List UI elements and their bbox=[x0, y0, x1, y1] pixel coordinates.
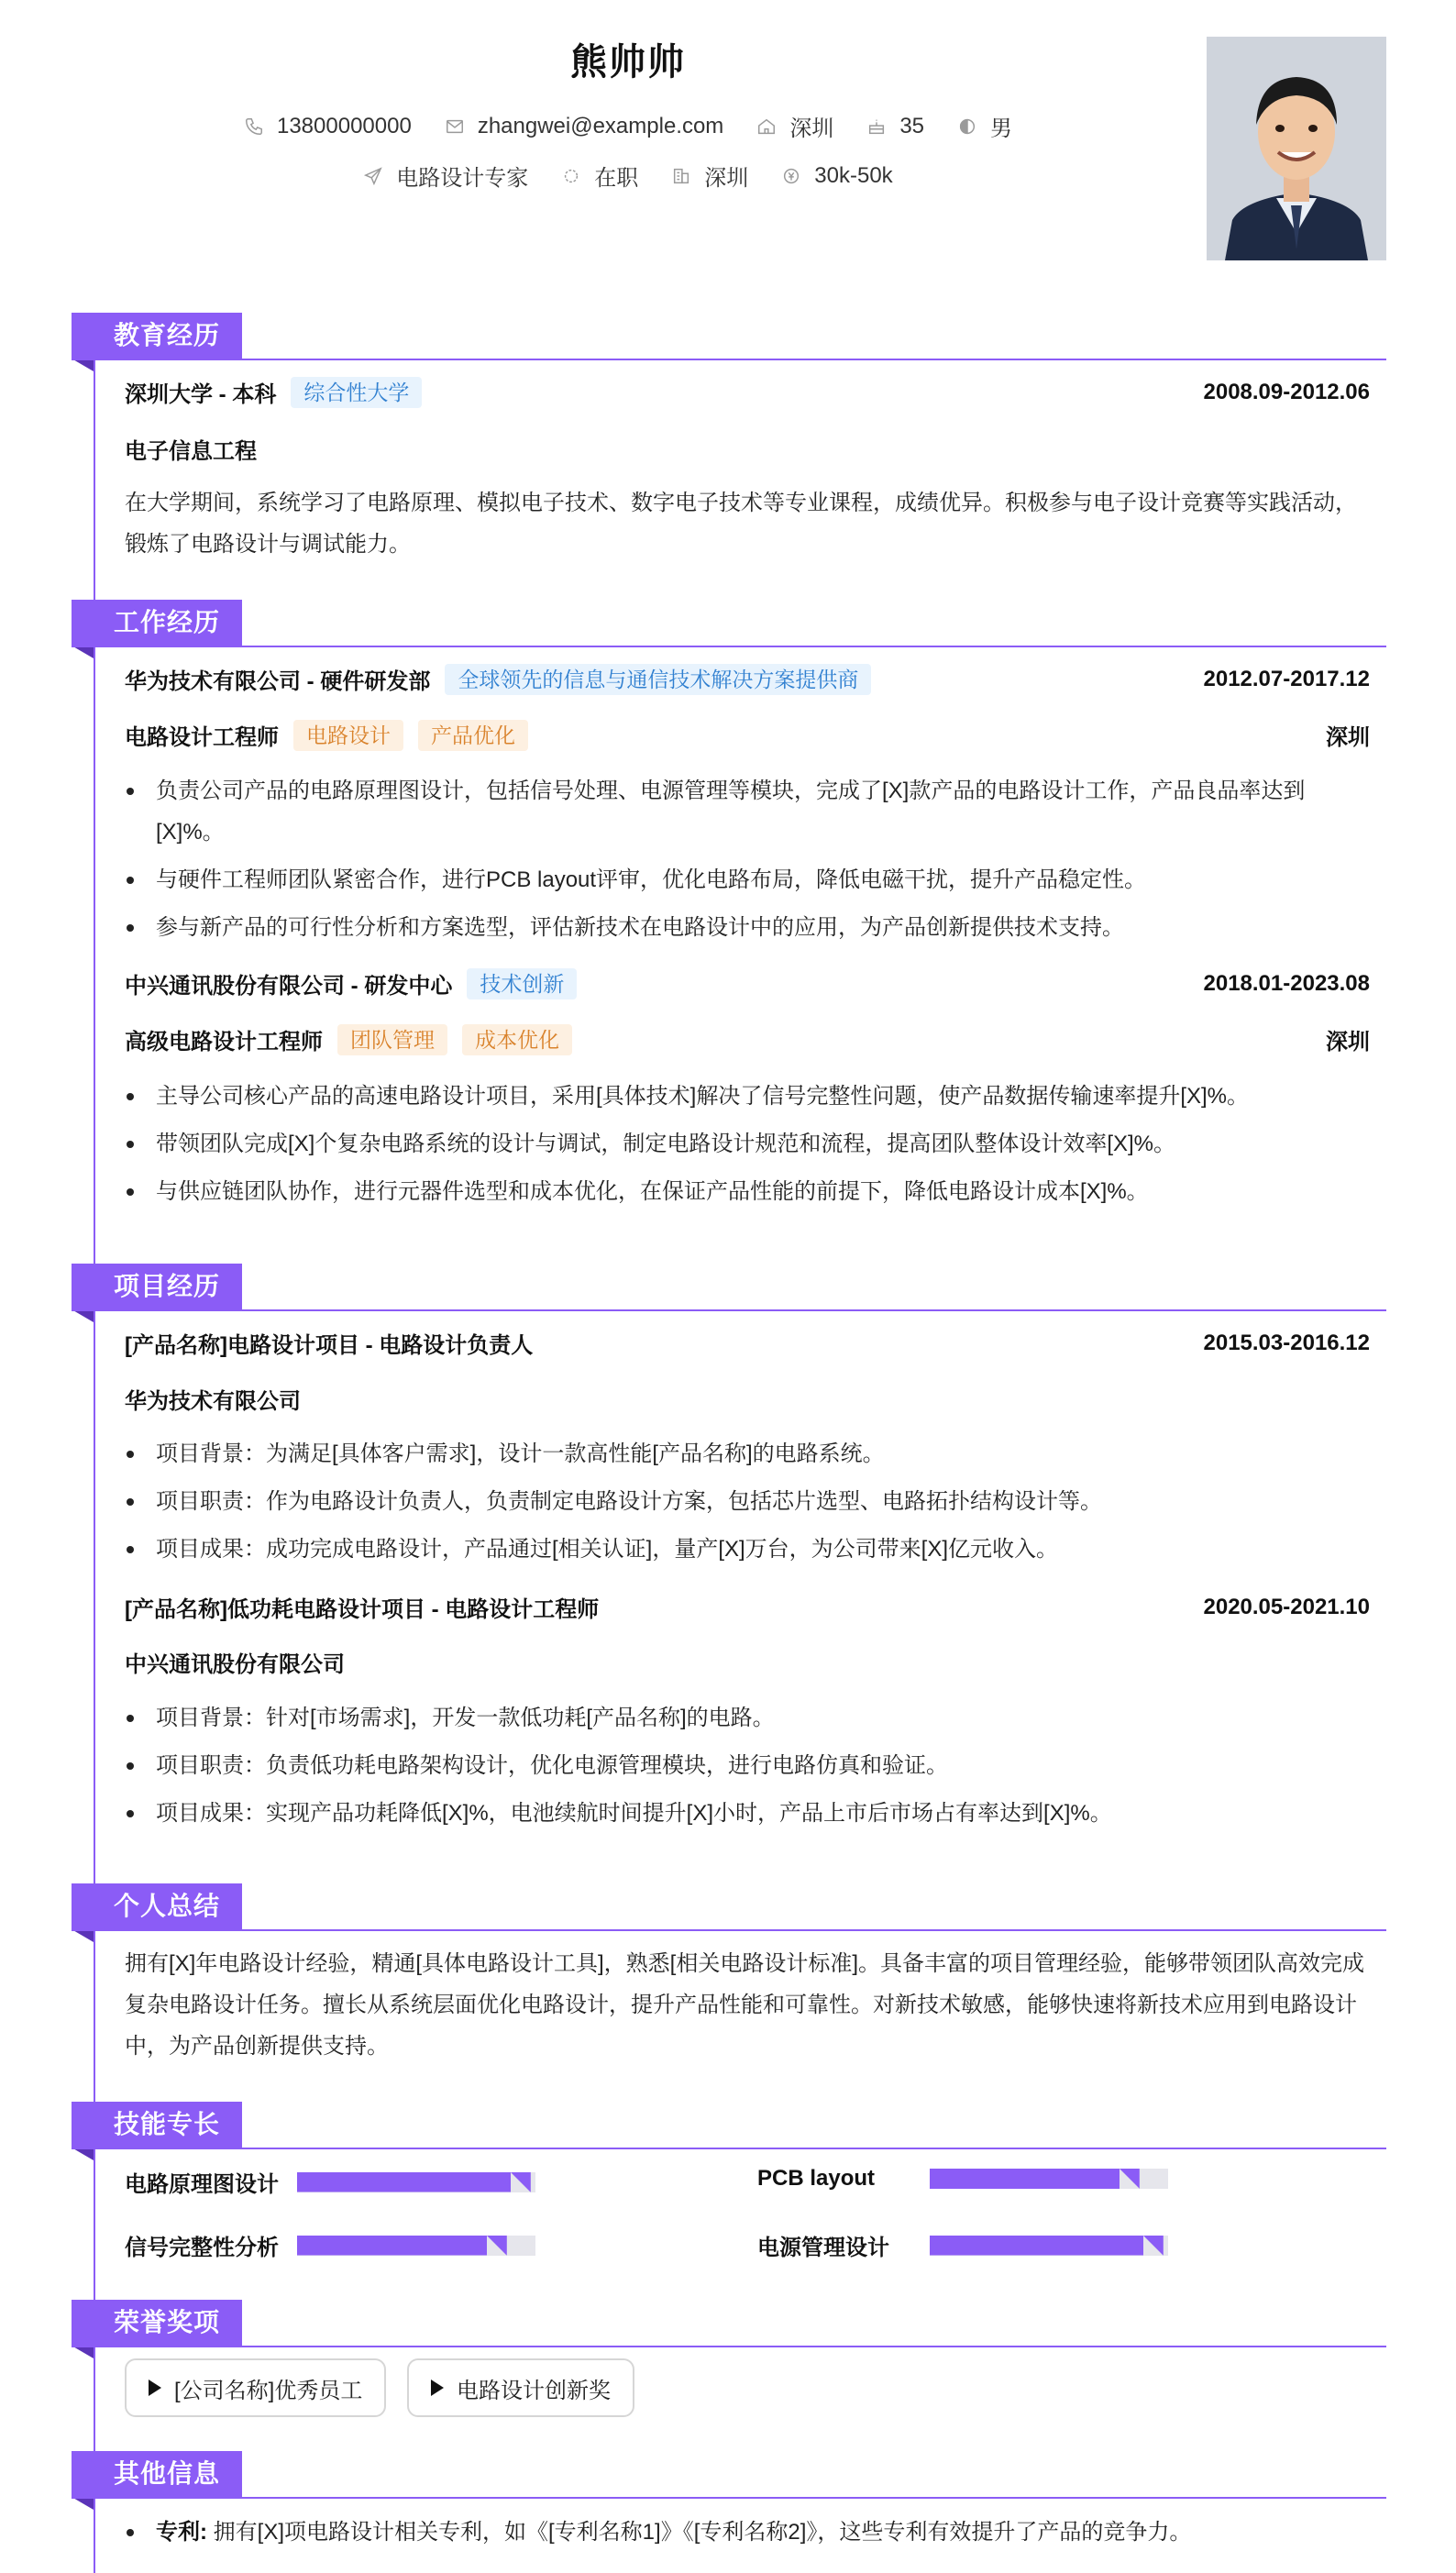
work-company: 华为技术有限公司 - 硬件研发部 bbox=[125, 669, 431, 694]
project-bullet: 项目成果：实现产品功耗降低[X]%，电池续航时间提升[X]小时，产品上市后市场占有率达到[X]%。 bbox=[125, 1793, 1370, 1834]
education-date: 2008.09-2012.06 bbox=[1203, 379, 1370, 404]
email-text: zhangwei@example.com bbox=[477, 113, 724, 138]
section-title-awards: 荣誉奖项 bbox=[72, 2300, 242, 2346]
project-title: [产品名称]低功耗电路设计项目 - 电路设计工程师 bbox=[125, 1597, 600, 1622]
triangle-icon bbox=[149, 2380, 161, 2396]
home-city-text: 深圳 bbox=[789, 116, 834, 141]
skill-bar bbox=[930, 2169, 1168, 2189]
project-title-row bbox=[125, 1591, 1370, 1623]
work-city-text: 深圳 bbox=[704, 166, 749, 191]
work-role-tag: 团队管理 bbox=[337, 1024, 447, 1055]
work-bullet: 与供应链团队协作，进行元器件选型和成本优化，在保证产品性能的前提下，降低电路设计成本[X]%。 bbox=[125, 1171, 1370, 1212]
education-major-row bbox=[125, 433, 1370, 465]
education-header bbox=[125, 376, 1370, 408]
triangle-icon bbox=[431, 2380, 444, 2396]
section-title-other: 其他信息 bbox=[72, 2451, 242, 2497]
other-info-item bbox=[125, 2512, 1370, 2553]
skill-item bbox=[125, 2166, 535, 2198]
skill-bar bbox=[930, 2236, 1168, 2256]
work-role: 高级电路设计工程师 bbox=[125, 1030, 323, 1055]
skill-name: 信号完整性分析 bbox=[125, 2236, 279, 2260]
project-bullet: 项目背景：为满足[具体客户需求]，设计一款高性能[产品名称]的电路系统。 bbox=[125, 1433, 1370, 1474]
education-school: 深圳大学 - 本科 bbox=[125, 382, 277, 407]
work-company: 中兴通讯股份有限公司 - 研发中心 bbox=[125, 974, 453, 999]
profile-photo bbox=[1207, 37, 1386, 260]
education-school-tag: 综合性大学 bbox=[291, 377, 422, 408]
work-city: 深圳 bbox=[1326, 1030, 1370, 1055]
section-divider bbox=[72, 646, 1386, 647]
work-city-item bbox=[671, 160, 748, 192]
resume-header bbox=[0, 0, 1456, 275]
project-company-row bbox=[125, 1646, 1370, 1678]
project-company-row bbox=[125, 1383, 1370, 1415]
other-info-label: 专利: bbox=[156, 2520, 207, 2545]
skill-item bbox=[125, 2229, 535, 2261]
salary-item bbox=[781, 163, 892, 189]
award-name: [公司名称]优秀员工 bbox=[174, 2378, 363, 2403]
work-bullet: 主导公司核心产品的高速电路设计项目，采用[具体技术]解决了信号完整性问题，使产品数据传输速率提升[X]%。 bbox=[125, 1076, 1370, 1117]
section-divider bbox=[72, 359, 1386, 360]
work-role-tag: 产品优化 bbox=[418, 720, 528, 751]
project-bullet: 项目背景：针对[市场需求]，开发一款低功耗[产品名称]的电路。 bbox=[125, 1697, 1370, 1739]
award-item bbox=[125, 2358, 386, 2417]
summary-text: 拥有[X]年电路设计经验，精通[具体电路设计工具]，熟悉[相关电路设计标准]。具备丰富的项目管理经验，能够带领团队高效完成复杂电路设计任务。擅长从系统层面优化电路设计，提升产品性能和可靠性。对新技术敏感，能够快速将新技术应用到电路设计中，为产品创新提供支持。 bbox=[125, 1951, 1365, 2059]
status-text: 在职 bbox=[594, 166, 639, 191]
work-bullet: 负责公司产品的电路原理图设计，包括信号处理、电源管理等模块，完成了[X]款产品的电路设计工作，产品良品率达到[X]%。 bbox=[125, 770, 1370, 853]
skill-name: 电路原理图设计 bbox=[125, 2172, 279, 2197]
work-company-tag: 全球领先的信息与通信技术解决方案提供商 bbox=[445, 664, 871, 695]
work-date: 2018.01-2023.08 bbox=[1203, 970, 1370, 996]
section-divider bbox=[72, 2497, 1386, 2499]
work-bullet: 与硬件工程师团队紧密合作，进行PCB layout评审，优化电路布局，降低电磁干扰，提升产品稳定性。 bbox=[125, 859, 1370, 900]
project-title-row bbox=[125, 1327, 1370, 1359]
phone-text: 13800000000 bbox=[276, 113, 412, 138]
skill-item bbox=[757, 2229, 1168, 2261]
award-name: 电路设计创新奖 bbox=[457, 2378, 611, 2403]
salary-icon bbox=[781, 166, 801, 186]
skill-bar bbox=[297, 2172, 535, 2192]
section-divider bbox=[72, 2346, 1386, 2347]
project-bullet: 项目职责：作为电路设计负责人，负责制定电路设计方案，包括芯片选型、电路拓扑结构设计等。 bbox=[125, 1481, 1370, 1522]
position-text: 电路设计专家 bbox=[396, 166, 529, 191]
home-item bbox=[756, 110, 833, 142]
home-icon bbox=[756, 116, 777, 137]
section-title-projects: 项目经历 bbox=[72, 1264, 242, 1309]
project-company: 中兴通讯股份有限公司 bbox=[125, 1652, 345, 1677]
project-bullet: 项目成果：成功完成电路设计，产品通过[相关认证]，量产[X]万台，为公司带来[X]亿元收入。 bbox=[125, 1529, 1370, 1570]
section-title-education: 教育经历 bbox=[72, 313, 242, 359]
person-portrait-icon bbox=[1207, 37, 1386, 260]
skill-bar-fill bbox=[297, 2236, 507, 2256]
work-date: 2012.07-2017.12 bbox=[1203, 666, 1370, 691]
section-title-work: 工作经历 bbox=[72, 600, 242, 646]
section-divider bbox=[72, 1929, 1386, 1931]
send-icon bbox=[363, 166, 383, 186]
skill-name: 电源管理设计 bbox=[757, 2236, 889, 2260]
work-city: 深圳 bbox=[1326, 725, 1370, 750]
work-bullet: 参与新产品的可行性分析和方案选型，评估新技术在电路设计中的应用，为产品创新提供技术支持。 bbox=[125, 907, 1370, 948]
project-date: 2020.05-2021.10 bbox=[1203, 1594, 1370, 1619]
timeline-line bbox=[94, 339, 95, 2573]
work-company-row bbox=[125, 967, 1370, 999]
skill-bar-fill bbox=[297, 2172, 531, 2192]
work-role-row bbox=[125, 1023, 1370, 1055]
age-item bbox=[866, 114, 924, 139]
work-role: 电路设计工程师 bbox=[125, 725, 279, 750]
section-title-summary: 个人总结 bbox=[72, 1883, 242, 1929]
building-icon bbox=[671, 166, 691, 186]
email-item bbox=[445, 114, 724, 139]
skill-bar-fill bbox=[930, 2236, 1164, 2256]
skill-name: PCB layout bbox=[757, 2166, 876, 2191]
cake-icon bbox=[866, 116, 887, 137]
other-info-text: 拥有[X]项电路设计相关专利，如《[专利名称1]》《[专利名称2]》，这些专利有效提升了产品的竞争力。 bbox=[213, 2520, 1192, 2545]
gender-item bbox=[957, 110, 1012, 142]
skill-item bbox=[757, 2166, 1168, 2192]
work-bullet: 带领团队完成[X]个复杂电路系统的设计与调试，制定电路设计规范和流程，提高团队整体设计效率[X]%。 bbox=[125, 1123, 1370, 1165]
salary-text: 30k-50k bbox=[814, 162, 893, 188]
status-item bbox=[561, 160, 638, 192]
section-divider bbox=[72, 2148, 1386, 2149]
gender-text: 男 bbox=[990, 116, 1013, 141]
candidate-name: 熊帅帅 bbox=[570, 42, 686, 83]
work-company-row bbox=[125, 663, 1370, 695]
age-text: 35 bbox=[899, 113, 925, 138]
contact-row bbox=[0, 110, 1256, 142]
position-item bbox=[363, 160, 528, 192]
section-title-skills: 技能专长 bbox=[72, 2102, 242, 2148]
project-company: 华为技术有限公司 bbox=[125, 1389, 301, 1414]
gender-icon bbox=[957, 116, 977, 137]
education-description: 在大学期间，系统学习了电路原理、模拟电子技术、数字电子技术等专业课程，成绩优异。积极参与电子设计竞赛等实践活动，锻炼了电路设计与调试能力。 bbox=[125, 491, 1357, 557]
section-divider bbox=[72, 1309, 1386, 1311]
skill-bar bbox=[297, 2236, 535, 2256]
project-title: [产品名称]电路设计项目 - 电路设计负责人 bbox=[125, 1333, 534, 1358]
work-role-row bbox=[125, 719, 1370, 751]
skill-bar-fill bbox=[930, 2169, 1140, 2189]
work-role-tag: 成本优化 bbox=[462, 1024, 572, 1055]
work-company-tag: 技术创新 bbox=[467, 968, 577, 999]
project-date: 2015.03-2016.12 bbox=[1203, 1330, 1370, 1355]
work-role-tag: 电路设计 bbox=[293, 720, 403, 751]
education-major: 电子信息工程 bbox=[125, 439, 257, 464]
phone-icon bbox=[244, 116, 264, 137]
phone-item bbox=[244, 114, 412, 139]
status-icon bbox=[561, 166, 581, 186]
award-item bbox=[407, 2358, 634, 2417]
project-bullet: 项目职责：负责低功耗电路架构设计，优化电源管理模块，进行电路仿真和验证。 bbox=[125, 1745, 1370, 1786]
mail-icon bbox=[445, 116, 465, 137]
job-intent-row bbox=[0, 160, 1256, 192]
